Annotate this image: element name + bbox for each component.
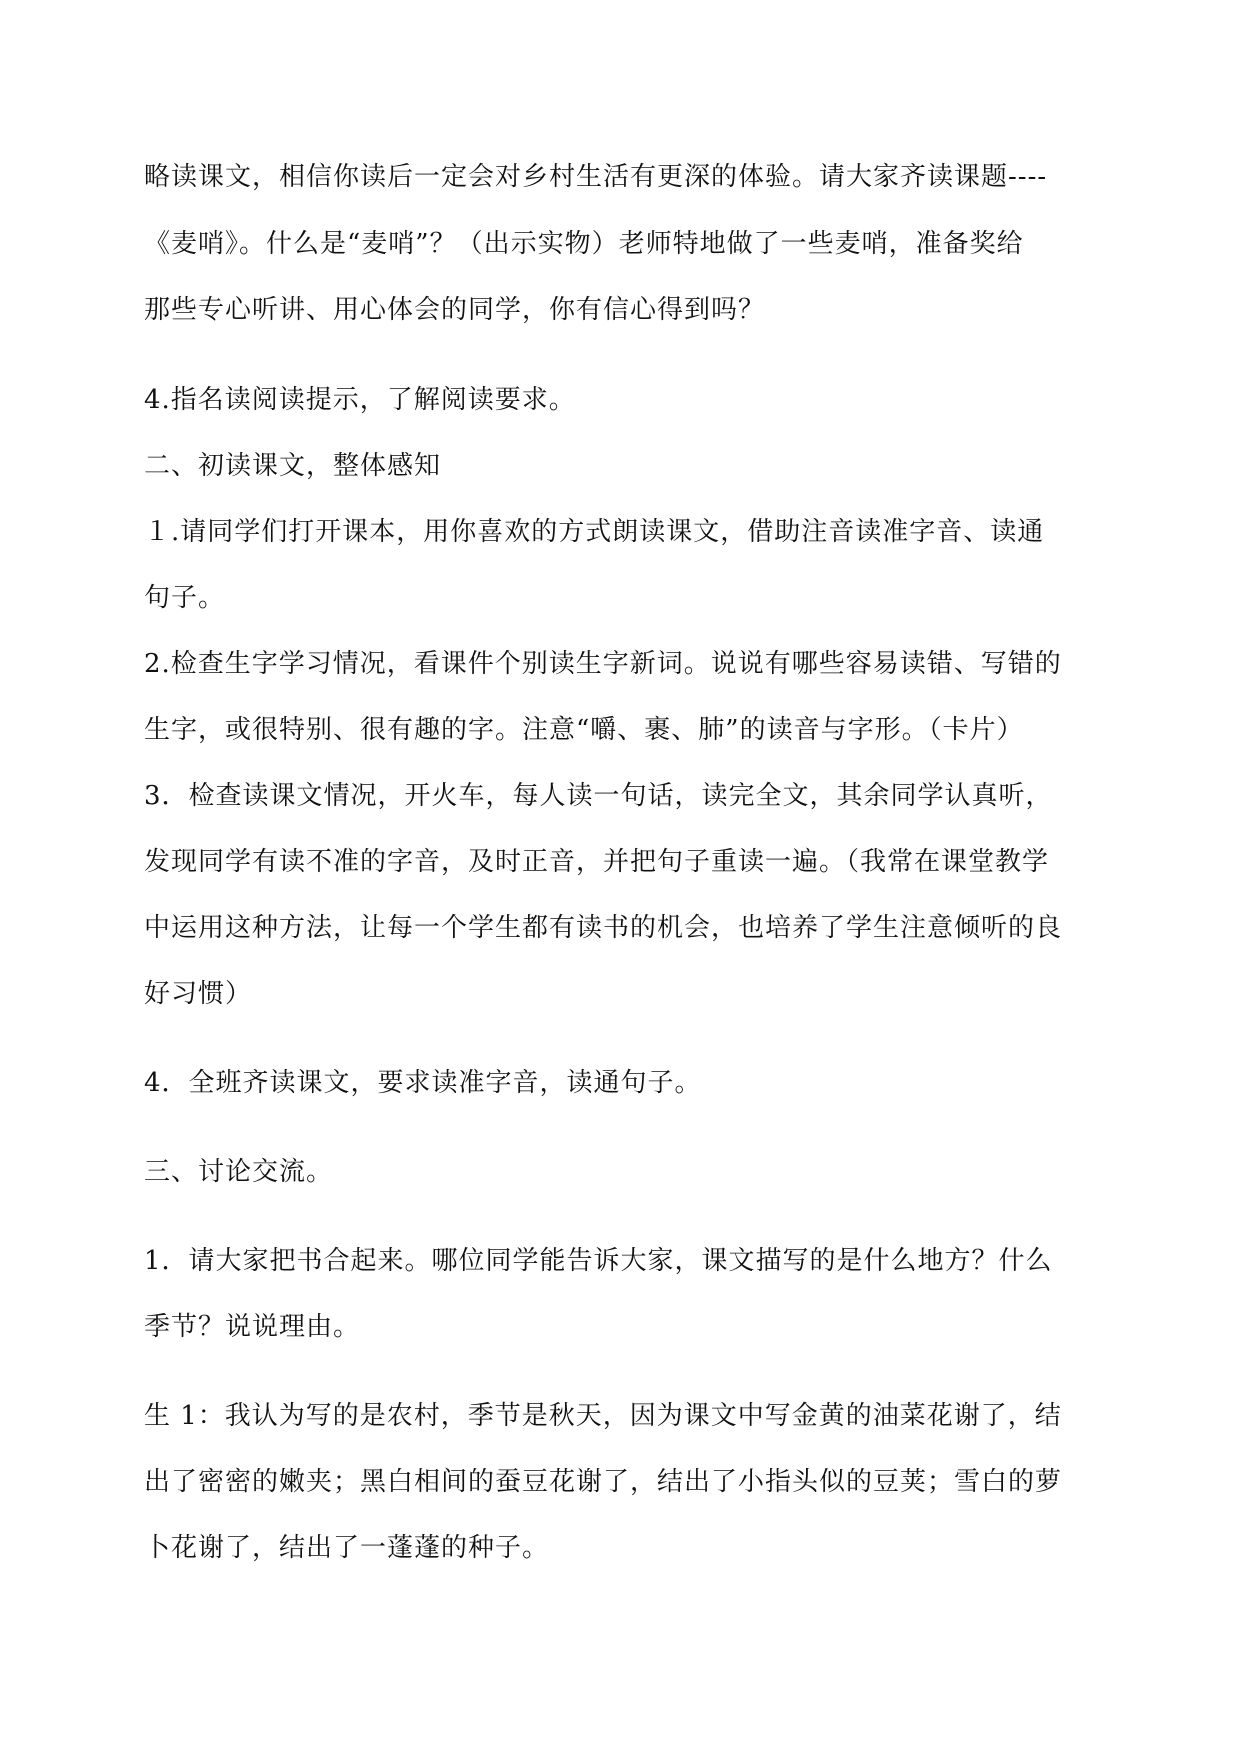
text-line: 季节？说说理由。 [144, 1312, 361, 1342]
text-line: 中运用这种方法，让每一个学生都有读书的机会，也培养了学生注意倾听的良 [144, 913, 1063, 943]
text-line: 生字，或很特别、很有趣的字。注意“嚼、裹、肺”的读音与字形。（卡片） [144, 715, 1024, 745]
list-item: １.请同学们打开课本，用你喜欢的方式朗读课文，借助注音读准字音、读通 [144, 517, 1045, 547]
text-line: 好习惯） [144, 979, 253, 1009]
text-line: 卜花谢了，结出了一蓬蓬的种子。 [144, 1533, 550, 1563]
list-item: 4.指名读阅读提示，了解阅读要求。 [144, 385, 576, 415]
text-line: 那些专心听讲、用心体会的同学，你有信心得到吗？ [144, 295, 766, 325]
student-answer: 生 1：我认为写的是农村，季节是秋天，因为课文中写金黄的油菜花谢了，结 [144, 1401, 1062, 1431]
list-item: 1．请大家把书合起来。哪位同学能告诉大家，课文描写的是什么地方？什么 [144, 1246, 1053, 1276]
list-item: 4．全班齐读课文，要求读准字音，读通句子。 [144, 1068, 702, 1098]
text-line: 《麦哨》。什么是“麦哨”？（出示实物）老师特地做了一些麦哨，准备奖给 [144, 229, 1024, 259]
text-line: 发现同学有读不准的字音，及时正音，并把句子重读一遍。（我常在课堂教学 [144, 847, 1050, 877]
list-item: 3．检查读课文情况，开火车，每人读一句话，读完全文，其余同学认真听， [144, 781, 1053, 811]
list-item: 2.检查生字学习情况，看课件个别读生字新词。说说有哪些容易读错、写错的 [144, 649, 1062, 679]
section-heading: 三、讨论交流。 [144, 1157, 334, 1187]
text-line: 略读课文，相信你读后一定会对乡村生活有更深的体验。请大家齐读课题---- [144, 162, 1048, 192]
section-heading: 二、初读课文，整体感知 [144, 451, 442, 481]
text-line: 句子。 [144, 583, 226, 613]
text-line: 出了密密的嫩夹；黑白相间的蚕豆花谢了，结出了小指头似的豆荚；雪白的萝 [144, 1467, 1063, 1497]
